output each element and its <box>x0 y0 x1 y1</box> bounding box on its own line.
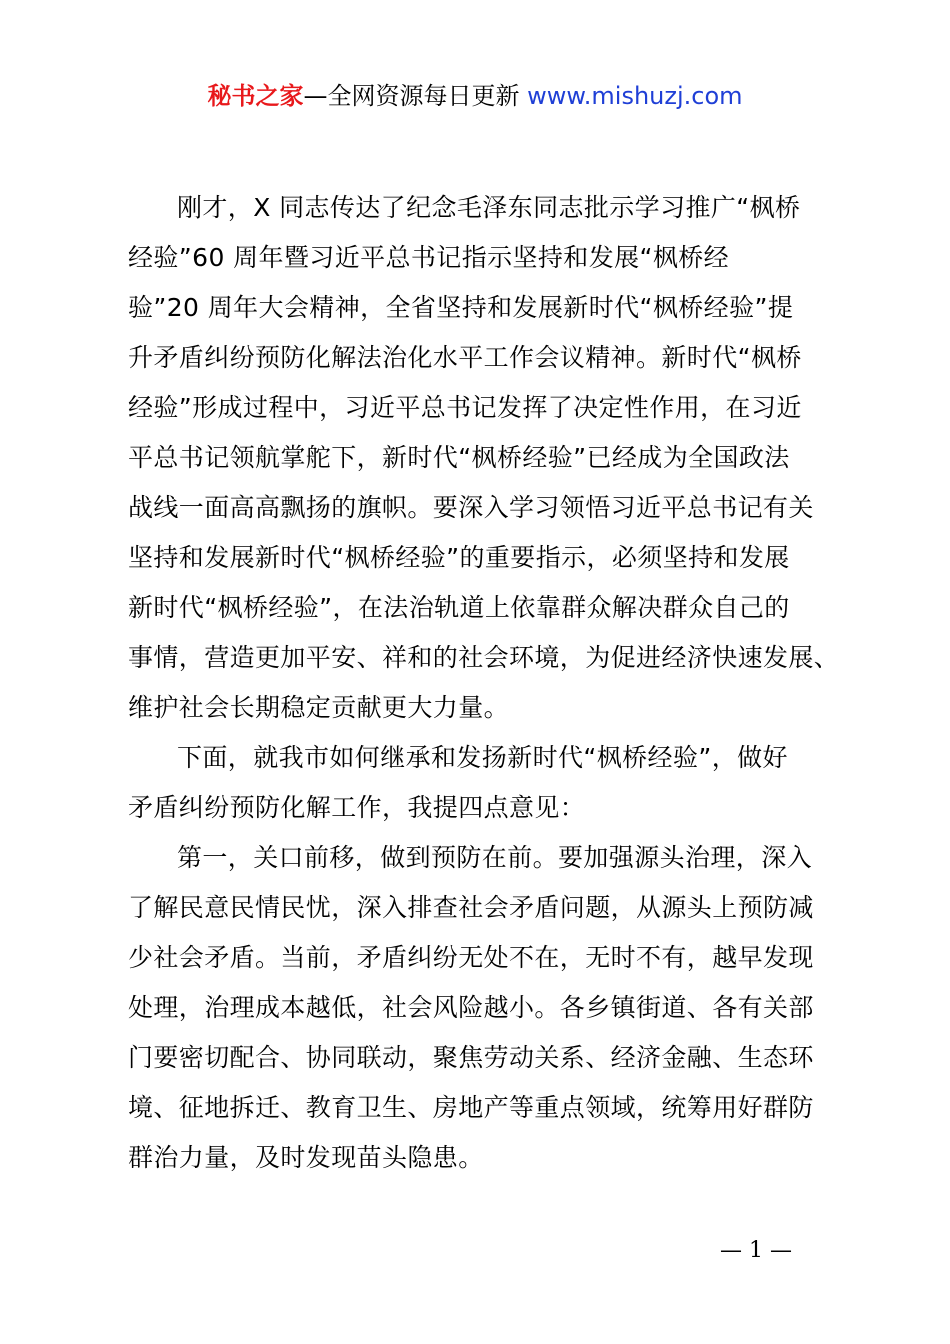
page-number: — 1 — <box>720 1238 792 1263</box>
text-line: 刚才，X 同志传达了纪念毛泽东同志批示学习推广“枫桥 <box>177 193 801 222</box>
text-line: 坚持和发展新时代“枫桥经验”的重要指示，必须坚持和发展 <box>128 543 790 572</box>
text-line: 事情，营造更加平安、祥和的社会环境，为促进经济快速发展、 <box>128 643 840 672</box>
text-line: 第一，关口前移，做到预防在前。要加强源头治理，深入 <box>177 843 813 872</box>
paragraph-1 <box>128 183 838 733</box>
text-line: 平总书记领航掌舵下，新时代“枫桥经验”已经成为全国政法 <box>128 443 790 472</box>
text-line: 下面，就我市如何继承和发扬新时代“枫桥经验”，做好 <box>177 743 788 772</box>
text-line: 升矛盾纠纷预防化解法治化水平工作会议精神。新时代“枫桥 <box>128 343 802 372</box>
text-line: 了解民意民情民忧，深入排查社会矛盾问题，从源头上预防减 <box>128 893 814 922</box>
header-url[interactable]: www.mishuzj.com <box>527 82 743 110</box>
text-line: 矛盾纠纷预防化解工作，我提四点意见： <box>128 793 586 822</box>
text-line: 境、征地拆迁、教育卫生、房地产等重点领域，统筹用好群防 <box>128 1093 814 1122</box>
document-body <box>128 183 838 1183</box>
header-tagline: —全网资源每日更新 <box>303 82 528 110</box>
text-line: 经验”形成过程中，习近平总书记发挥了决定性作用，在习近 <box>128 393 802 422</box>
text-line: 战线一面高高飘扬的旗帜。要深入学习领悟习近平总书记有关 <box>128 493 814 522</box>
text-line: 维护社会长期稳定贡献更大力量。 <box>128 693 510 722</box>
text-line: 新时代“枫桥经验”，在法治轨道上依靠群众解决群众自己的 <box>128 593 790 622</box>
document-header <box>0 80 950 112</box>
text-line: 群治力量，及时发现苗头隐患。 <box>128 1143 484 1172</box>
text-line: 门要密切配合、协同联动，聚焦劳动关系、经济金融、生态环 <box>128 1043 814 1072</box>
text-line: 经验”60 周年暨习近平总书记指示坚持和发展“枫桥经 <box>128 243 730 272</box>
text-line: 处理，治理成本越低，社会风险越小。各乡镇街道、各有关部 <box>128 993 814 1022</box>
paragraph-3 <box>128 833 838 1183</box>
text-line: 验”20 周年大会精神，全省坚持和发展新时代“枫桥经验”提 <box>128 293 794 322</box>
paragraph-2 <box>128 733 838 833</box>
brand-name: 秘书之家 <box>207 82 304 110</box>
text-line: 少社会矛盾。当前，矛盾纠纷无处不在，无时不有，越早发现 <box>128 943 814 972</box>
